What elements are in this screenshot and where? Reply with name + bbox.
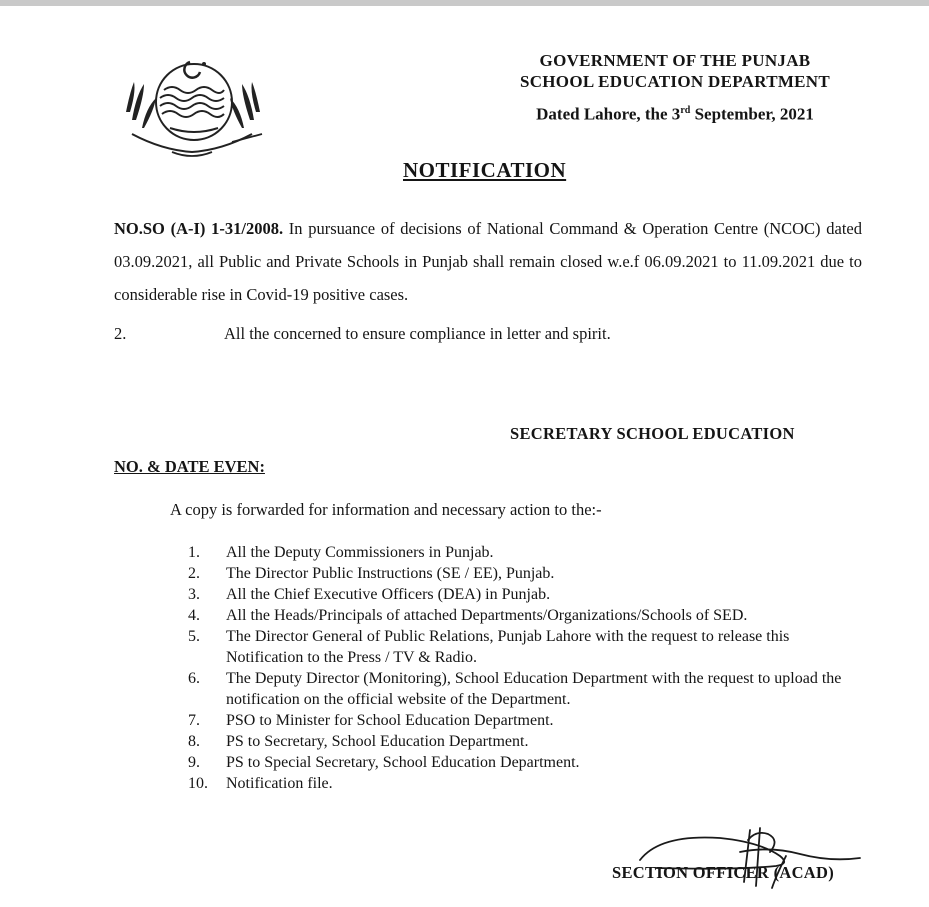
list-item-number: 2. — [188, 565, 200, 582]
dated-line: Dated Lahore, the 3rd September, 2021 — [536, 104, 814, 124]
list-item — [188, 773, 860, 794]
list-item — [188, 752, 860, 773]
list-item-number: 10. — [188, 775, 208, 792]
punjab-government-emblem-icon — [112, 42, 272, 167]
notification-title: NOTIFICATION — [403, 158, 567, 182]
list-item-number: 6. — [188, 670, 200, 687]
list-item-number: 9. — [188, 754, 200, 771]
department-title: SCHOOL EDUCATION DEPARTMENT — [519, 72, 831, 91]
paragraph-text: In pursuance of decisions of National Command & Operation Centre (NCOC) dated 03.09.2021, all Public and Private Schools in Punjab shall remain closed w.e.f 06.09.2021 to 11.09.2021 due to considerable rise in Covid-19 positive cases. — [114, 219, 862, 304]
list-item-number: 4. — [188, 607, 200, 624]
list-item-text: All the Deputy Commissioners in Punjab. — [226, 544, 494, 561]
list-item-number: 7. — [188, 712, 200, 729]
list-item-number: 8. — [188, 733, 200, 750]
list-item-text: Notification file. — [226, 775, 333, 792]
list-item-text: The Director Public Instructions (SE / EE), Punjab. — [226, 565, 555, 582]
government-title: GOVERNMENT OF THE PUNJAB — [539, 51, 811, 70]
list-item — [188, 542, 860, 563]
section-officer-signatory: SECTION OFFICER (ACAD) — [612, 863, 835, 882]
list-item — [188, 605, 860, 626]
list-item — [188, 584, 860, 605]
list-item — [188, 731, 860, 752]
notification-paragraph — [114, 212, 862, 311]
list-item — [188, 710, 860, 731]
list-item-number: 1. — [188, 544, 200, 561]
top-edge-bar — [0, 0, 929, 6]
list-item — [188, 563, 860, 584]
list-item-text: The Director General of Public Relations, Punjab Lahore with the request to release this Notification to the Press / TV & Radio. — [226, 628, 790, 666]
no-and-date-heading: NO. & DATE EVEN: — [114, 457, 265, 476]
list-item-text: All the Chief Executive Officers (DEA) in Punjab. — [226, 586, 551, 603]
list-item-text: PS to Secretary, School Education Department. — [226, 733, 529, 750]
letterhead — [500, 50, 850, 125]
list-item-text: The Deputy Director (Monitoring), School Education Department with the request to upload the notification on the official website of the Department. — [226, 670, 842, 708]
distribution-list — [188, 542, 860, 794]
paragraph-2-text: All the concerned to ensure compliance in letter and spirit. — [224, 324, 611, 343]
paragraph-2-number: 2. — [114, 324, 127, 343]
list-item-text: All the Heads/Principals of attached Departments/Organizations/Schools of SED. — [226, 607, 748, 624]
list-item — [188, 668, 860, 710]
list-item-text: PSO to Minister for School Education Department. — [226, 712, 554, 729]
list-item-number: 5. — [188, 628, 200, 645]
secretary-signatory: SECRETARY SCHOOL EDUCATION — [510, 424, 795, 443]
reference-number: NO.SO (A-I) 1-31/2008. — [114, 219, 284, 238]
copy-forwarded-text: A copy is forwarded for information and necessary action to the:- — [170, 500, 602, 519]
list-item-text: PS to Special Secretary, School Education Department. — [226, 754, 580, 771]
list-item-number: 3. — [188, 586, 200, 603]
list-item — [188, 626, 860, 668]
